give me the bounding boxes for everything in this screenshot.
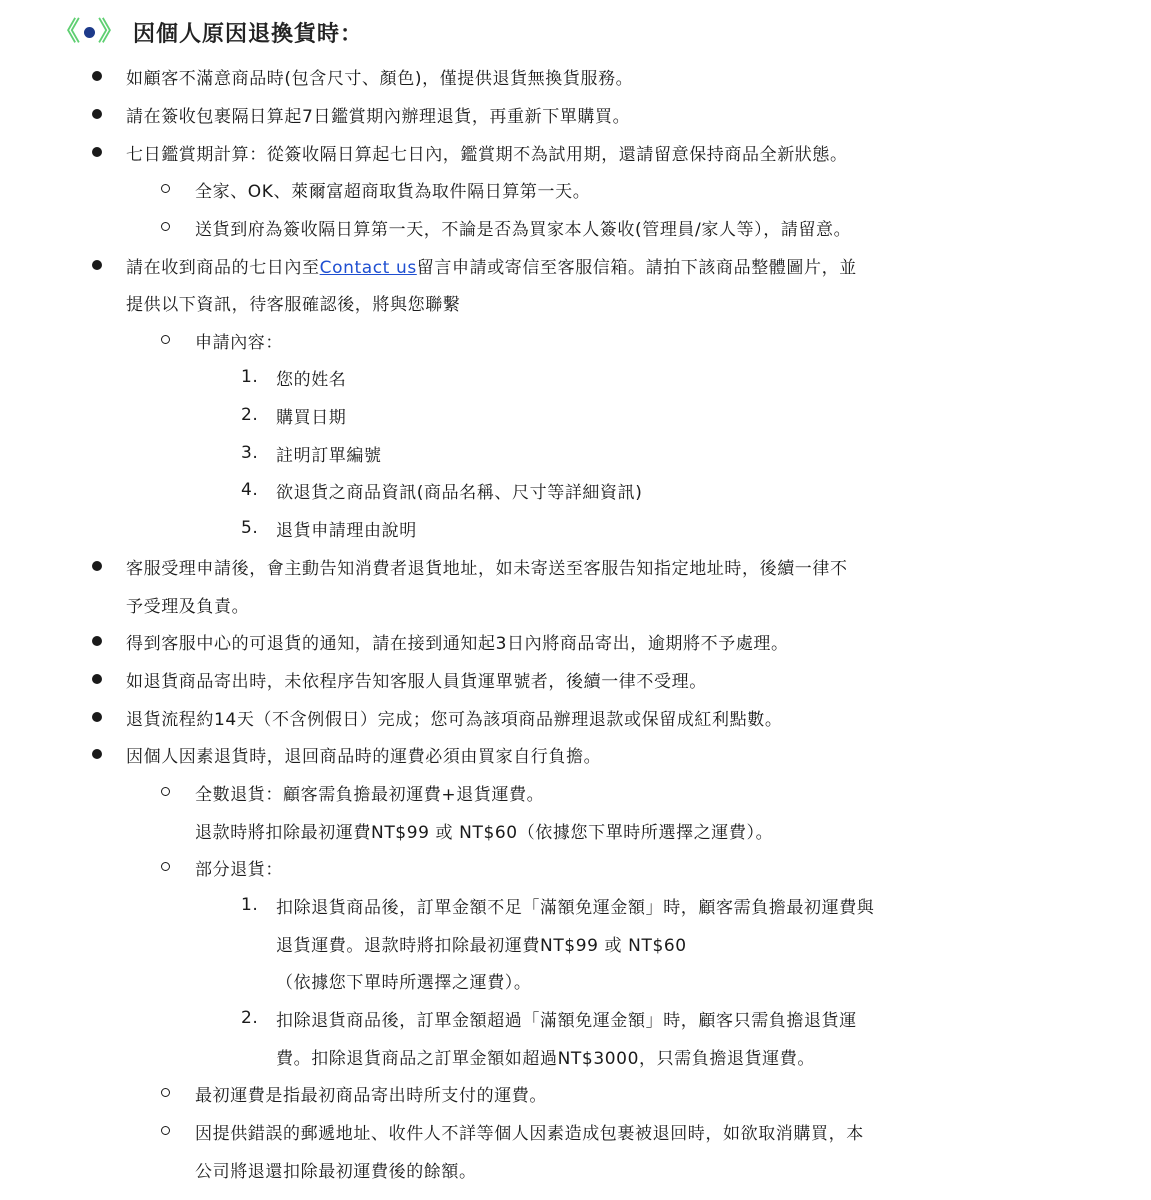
sub-list-item-text: 最初運費是指最初商品寄出時所支付的運費。 [195,1085,547,1106]
circle-bullet-icon [161,787,170,796]
circle-bullet-icon [161,1126,170,1135]
list-item-text: 因個人因素退貨時，退回商品時的運費必須由買家自行負擔。 [126,746,602,767]
contact-us-link[interactable]: Contact us [319,257,417,278]
list-item-text: 請在簽收包裹隔日算起7日鑑賞期內辦理退貨，再重新下單購買。 [126,106,631,127]
bullet-icon [92,71,102,81]
list-item-text: 七日鑑賞期計算：從簽收隔日算起七日內，鑑賞期不為試用期，還請留意保持商品全新狀態。 [126,144,848,165]
item-number: 1. [241,895,259,915]
bullet-icon [92,674,102,684]
list-item-text: 客服受理申請後，會主動告知消費者退貨地址，如未寄送至客服告知指定地址時，後續一律不 [126,558,848,579]
numbered-item-text: 扣除退貨商品後，訂單金額超過「滿額免運金額」時，顧客只需負擔退貨運 [276,1010,857,1031]
sub-list-item-text: 部分退貨： [195,859,283,880]
circle-bullet-icon [161,335,170,344]
bullet-icon [92,561,102,571]
bullet-icon [92,749,102,759]
text-segment: 留言申請或寄信至客服信箱。請拍下該商品整體圖片，並 [416,257,857,278]
sub-list-item-text: 送貨到府為簽收隔日算第一天，不論是否為買家本人簽收(管理員/家人等），請留意。 [195,219,852,240]
sub-list-item-text: 因提供錯誤的郵遞地址、收件人不詳等個人因素造成包裹被退回時，如欲取消購買，本 [195,1123,864,1144]
bullet-icon [92,260,102,270]
item-number: 5. [241,518,259,538]
dot-icon [84,27,95,38]
section-heading [54,14,363,50]
numbered-item-text: 您的姓名 [276,369,347,390]
item-number: 2. [241,405,259,425]
numbered-item-text: 註明訂單編號 [276,445,382,466]
list-item-text: 退貨流程約14天（不含例假日）完成；您可為該項商品辦理退款或保留成紅利點數。 [126,709,783,730]
numbered-item-text: 扣除退貨商品後，訂單金額不足「滿額免運金額」時，顧客需負擔最初運費與 [276,897,875,918]
heading-title: 因個人原因退換貨時： [133,21,364,47]
circle-bullet-icon [161,862,170,871]
numbered-item-text: 退貨運費。退款時將扣除最初運費NT$99 或 NT$60 [276,935,687,956]
sub-list-item-text: 申請內容： [195,332,283,353]
list-item-text: 得到客服中心的可退貨的通知，請在接到通知起3日內將商品寄出，逾期將不予處理。 [126,633,789,654]
item-number: 4. [241,480,259,500]
circle-bullet-icon [161,222,170,231]
bracket-close: 》 [98,17,126,47]
list-item-text [126,253,857,278]
sub-list-item-text: 全家、OK、萊爾富超商取貨為取件隔日算第一天。 [195,181,591,202]
sub-list-item-text: 全數退貨：顧客需負擔最初運費+退貨運費。 [195,784,545,805]
numbered-item-text: 購買日期 [276,407,347,428]
circle-bullet-icon [161,184,170,193]
text-segment: 請在收到商品的七日內至 [126,257,320,278]
list-item-text: 如退貨商品寄出時，未依程序告知客服人員貨運單號者，後續一律不受理。 [126,671,707,692]
item-number: 2. [241,1008,259,1028]
sub-list-item-text: 退款時將扣除最初運費NT$99 或 NT$60（依據您下單時所選擇之運費）。 [195,822,774,843]
numbered-item-text: （依據您下單時所選擇之運費）。 [276,972,532,993]
item-number: 1. [241,367,259,387]
numbered-item-text: 欲退貨之商品資訊(商品名稱、尺寸等詳細資訊) [276,482,643,503]
bullet-icon [92,109,102,119]
circle-bullet-icon [161,1088,170,1097]
numbered-item-text: 退貨申請理由說明 [276,520,417,541]
heading-marker-icon [54,19,125,45]
item-number: 3. [241,443,259,463]
numbered-item-text: 費。扣除退貨商品之訂單金額如超過NT$3000，只需負擔退貨運費。 [276,1048,815,1069]
list-item-text: 予受理及負責。 [126,596,250,617]
sub-list-item-text: 公司將退還扣除最初運費後的餘額。 [195,1161,477,1182]
list-item-text: 提供以下資訊，待客服確認後，將與您聯繫 [126,294,461,315]
list-item-text: 如顧客不滿意商品時(包含尺寸、顏色)，僅提供退貨無換貨服務。 [126,68,634,89]
bullet-icon [92,147,102,157]
bracket-open: 《 [54,17,82,47]
bullet-icon [92,636,102,646]
bullet-icon [92,712,102,722]
